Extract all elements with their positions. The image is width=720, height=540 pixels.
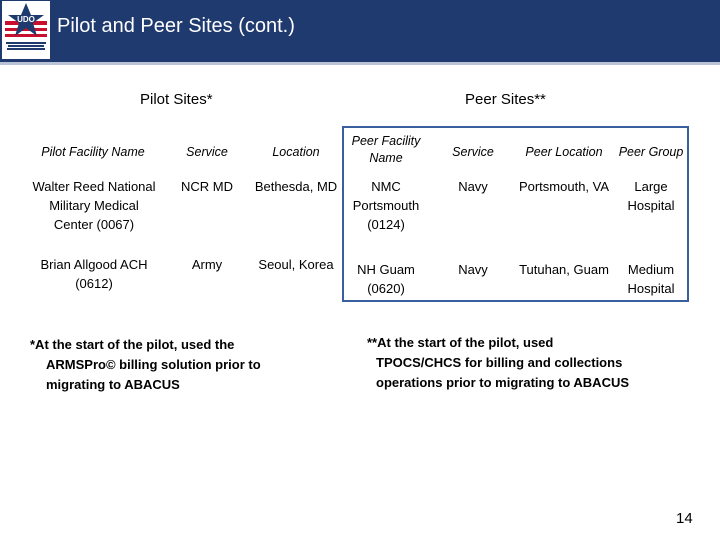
pilot-footnote xyxy=(30,335,330,395)
pilot-footnote-line1: *At the start of the pilot, used the xyxy=(30,337,235,352)
pilot-row1-facility: Walter Reed National Military Medical Center (0067) xyxy=(32,179,156,232)
pilot-row1-service: NCR MD xyxy=(181,179,233,194)
title-bar xyxy=(0,0,720,62)
peer-col-location: Peer Location xyxy=(525,145,603,159)
peer-row2-location: Tutuhan, Guam xyxy=(519,262,609,277)
peer-col-service: Service xyxy=(452,145,494,159)
logo-wordmark: UDO xyxy=(17,15,35,24)
peer-footnote-line1: **At the start of the pilot, used xyxy=(367,335,554,350)
peer-row1-location: Portsmouth, VA xyxy=(518,179,610,194)
pilot-footnote-line3: migrating to ABACUS xyxy=(46,377,180,392)
logo-caption xyxy=(3,41,49,57)
pilot-row2-service: Army xyxy=(191,257,223,272)
pilot-row2-location: Seoul, Korea xyxy=(258,257,334,272)
peer-footnote-line3: operations prior to migrating to ABACUS xyxy=(376,375,630,390)
pilot-col-service: Service xyxy=(186,145,228,159)
pilot-col-facility: Pilot Facility Name xyxy=(41,145,145,159)
peer-row1-facility: NMC Portsmouth (0124) xyxy=(352,179,420,232)
pilot-sites-heading: Pilot Sites* xyxy=(140,91,213,108)
peer-footnote xyxy=(367,333,697,393)
peer-sites-heading: Peer Sites** xyxy=(465,91,546,108)
pilot-row1-location: Bethesda, MD xyxy=(254,179,338,194)
pilot-col-location: Location xyxy=(272,145,320,159)
page-title: Pilot and Peer Sites (cont.) xyxy=(57,15,295,37)
peer-col-group: Peer Group xyxy=(618,145,684,159)
pilot-row2-facility: Brian Allgood ACH (0612) xyxy=(40,257,148,291)
peer-row2-group: Medium Hospital xyxy=(627,262,675,296)
page-number: 14 xyxy=(676,510,693,527)
peer-row1-group: Large Hospital xyxy=(627,179,675,213)
peer-col-facility: Peer Facility Name xyxy=(351,134,421,165)
udo-logo xyxy=(2,1,50,59)
star-icon xyxy=(5,3,47,39)
peer-row2-service: Navy xyxy=(458,262,488,277)
peer-footnote-line2: TPOCS/CHCS for billing and collections xyxy=(376,355,623,370)
peer-row1-service: Navy xyxy=(458,179,488,194)
pilot-footnote-line2: ARMSPro© billing solution prior to xyxy=(46,357,261,372)
peer-row2-facility: NH Guam (0620) xyxy=(357,262,415,296)
header-divider xyxy=(0,62,720,65)
